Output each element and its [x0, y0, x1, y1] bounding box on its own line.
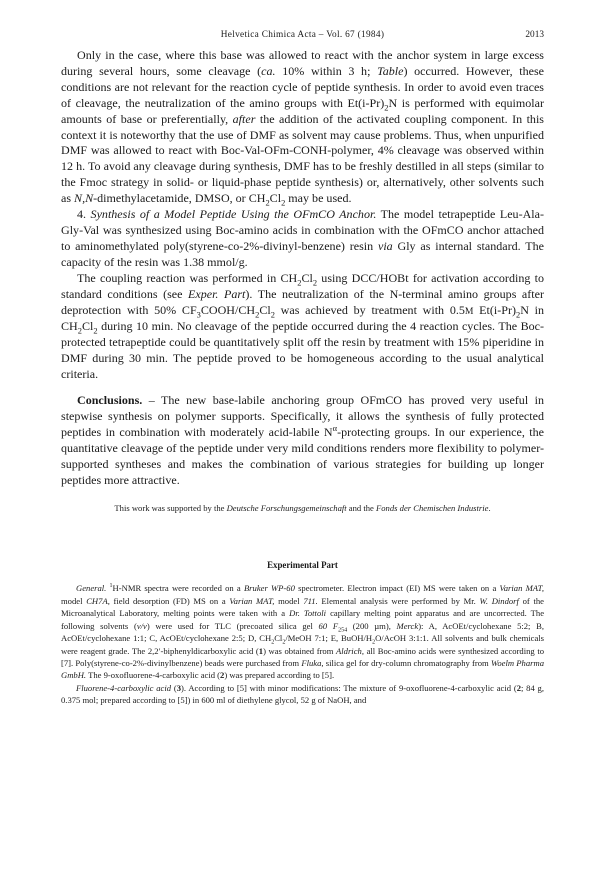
journal-page — [61, 30, 544, 707]
paragraph-conclusions: Conclusions. – The new base-labile anchoring group OFmCO has proved very useful in stepwise synthesis on polymer supports. Specifically, it allows the synthesis of fully protected peptides in combination with moderately acid-labile $N^\alpha$-protecting groups. In our experience, the quantitative cleavage of the peptide under very mild conditions renders more flexibility to polymer-supported syntheses and makes the combination of various strategies for building up longer peptides more attractive. — [61, 393, 545, 487]
conclusions-heading: Conclusions. — [77, 393, 143, 408]
section-title-experimental: Experimental Part — [267, 560, 338, 571]
paragraph-fluorene-carboxylic-acid: Fluorene-4-carboxylic acid (3). According to [5] with minor modifications: The mixture of 9-oxofluorene-4-carboxylic acid (2; 84 g, 0.375 mol; prepared according to [5]) in 600 ml of diethylene glycol, 52 g of NaOH, and — [61, 682, 544, 706]
journal-title: Helvetica Chimica Acta – Vol. 67 (1984) — [220, 30, 385, 40]
page-number: 2013 — [525, 30, 544, 40]
paragraph-model-peptide: 4. Synthesis of a Model Peptide Using the OFmCO Anchor. The model tetrapeptide Leu-Ala-Gly-Val was synthesized using Boc-amino acids in combination with the OFmCO anchor attached to aminomethylated poly(styrene-co-2%-divinyl-benzene) resin via Gly as internal standard. The capacity of the resin was 1.38 mmol/g. — [61, 207, 544, 269]
paragraph-general: General. $^1$H-NMR spectra were recorded on a Bruker WP-60 spectrometer. Electron impact (EI) MS were taken on a Varian MAT, model CH7A, field desorption (FD) MS on a Varian MAT, model 711. Elemental analysis were performed by Mr. W. Dindorf of the Microanalytical Laboratory, melting points were taken with a Dr. Tottoli capillary melting point apparatus and are uncorrected. The following solvents (v/v) were used for TLC (precoated silica gel 60 $F_{254}$ (200 µm), Merck): A, AcOEt/cyclohexane 5:2; B, AcOEt/cyclohexane 1:1; C, AcOEt/cyclohexane 2:5; D, $CH_2Cl_2$/MeOH 7:1; E, BuOH/$H_2O$/AcOH 3:1:1. All solvents and bulk chemicals were reagent grade. The 2,2′-biphenyldicarboxylic acid (1) was obtained from Aldrich, all Boc-amino acids were synthesized according to [7]. Poly(styrene-co-2%-divinylbenzene) beads were purchased from Fluka, silica gel for dry-column chromatography from Woelm Pharma GmbH. The 9-oxofluorene-4-carboxylic acid (2) was prepared according to [5]. — [61, 583, 545, 681]
paragraph-coupling-reaction: The coupling reaction was performed in $CH_2Cl_2$ using DCC/HOBt for activation according to standard conditions (see Exper. Part). The neutralization of the N-terminal amino groups after deprotection with 50% $CF_3COOH/CH_2Cl_2$ was achieved by treatment with 0.5M $Et(i-Pr)_2N$ in $CH_2Cl_2$ during 10 min. No cleavage of the peptide occurred during the 4 reaction cycles. The Boc-protected tetrapeptide could be quantitatively split off the resin by treatment with 15% piperidine in DMF during 30 min. The peptide proved to be homogeneous according to the usual analytical criteria. — [61, 270, 545, 382]
acknowledgement: This work was supported by the Deutsche Forschungsgemeinschaft and the Fonds der Chemischen Industrie. — [114, 503, 491, 514]
running-header — [61, 30, 544, 48]
paragraph-base-cleavage: Only in the case, where this base was allowed to react with the anchor system in large excess during several hours, some cleavage (ca. 10% within 3 h; Table) occurred. However, these conditions are not relevant for the reaction cycle of peptide synthesis. In order to avoid even traces of cleavage, the neutralization of the amino groups with $Et(i-Pr)_2N$ is performed with equimolar amounts of base or preferentially, after the addition of the activated coupling component. In this context it is noteworthy that the use of DMF as solvent may cause problems. Thus, when unpurified DMF was allowed to react with Boc-Val-OFm-CONH-polymer, 4% cleavage was observed within 12 h. To avoid any cleavage during synthesis, DMF has to be freshly destilled in all steps (similar to the Fmoc strategy in solid- or liquid-phase peptide synthesis) or, alternatively, other solvents such as N,N-dimethylacetamide, DMSO, or $CH_2Cl_2$ may be used. — [61, 48, 544, 208]
